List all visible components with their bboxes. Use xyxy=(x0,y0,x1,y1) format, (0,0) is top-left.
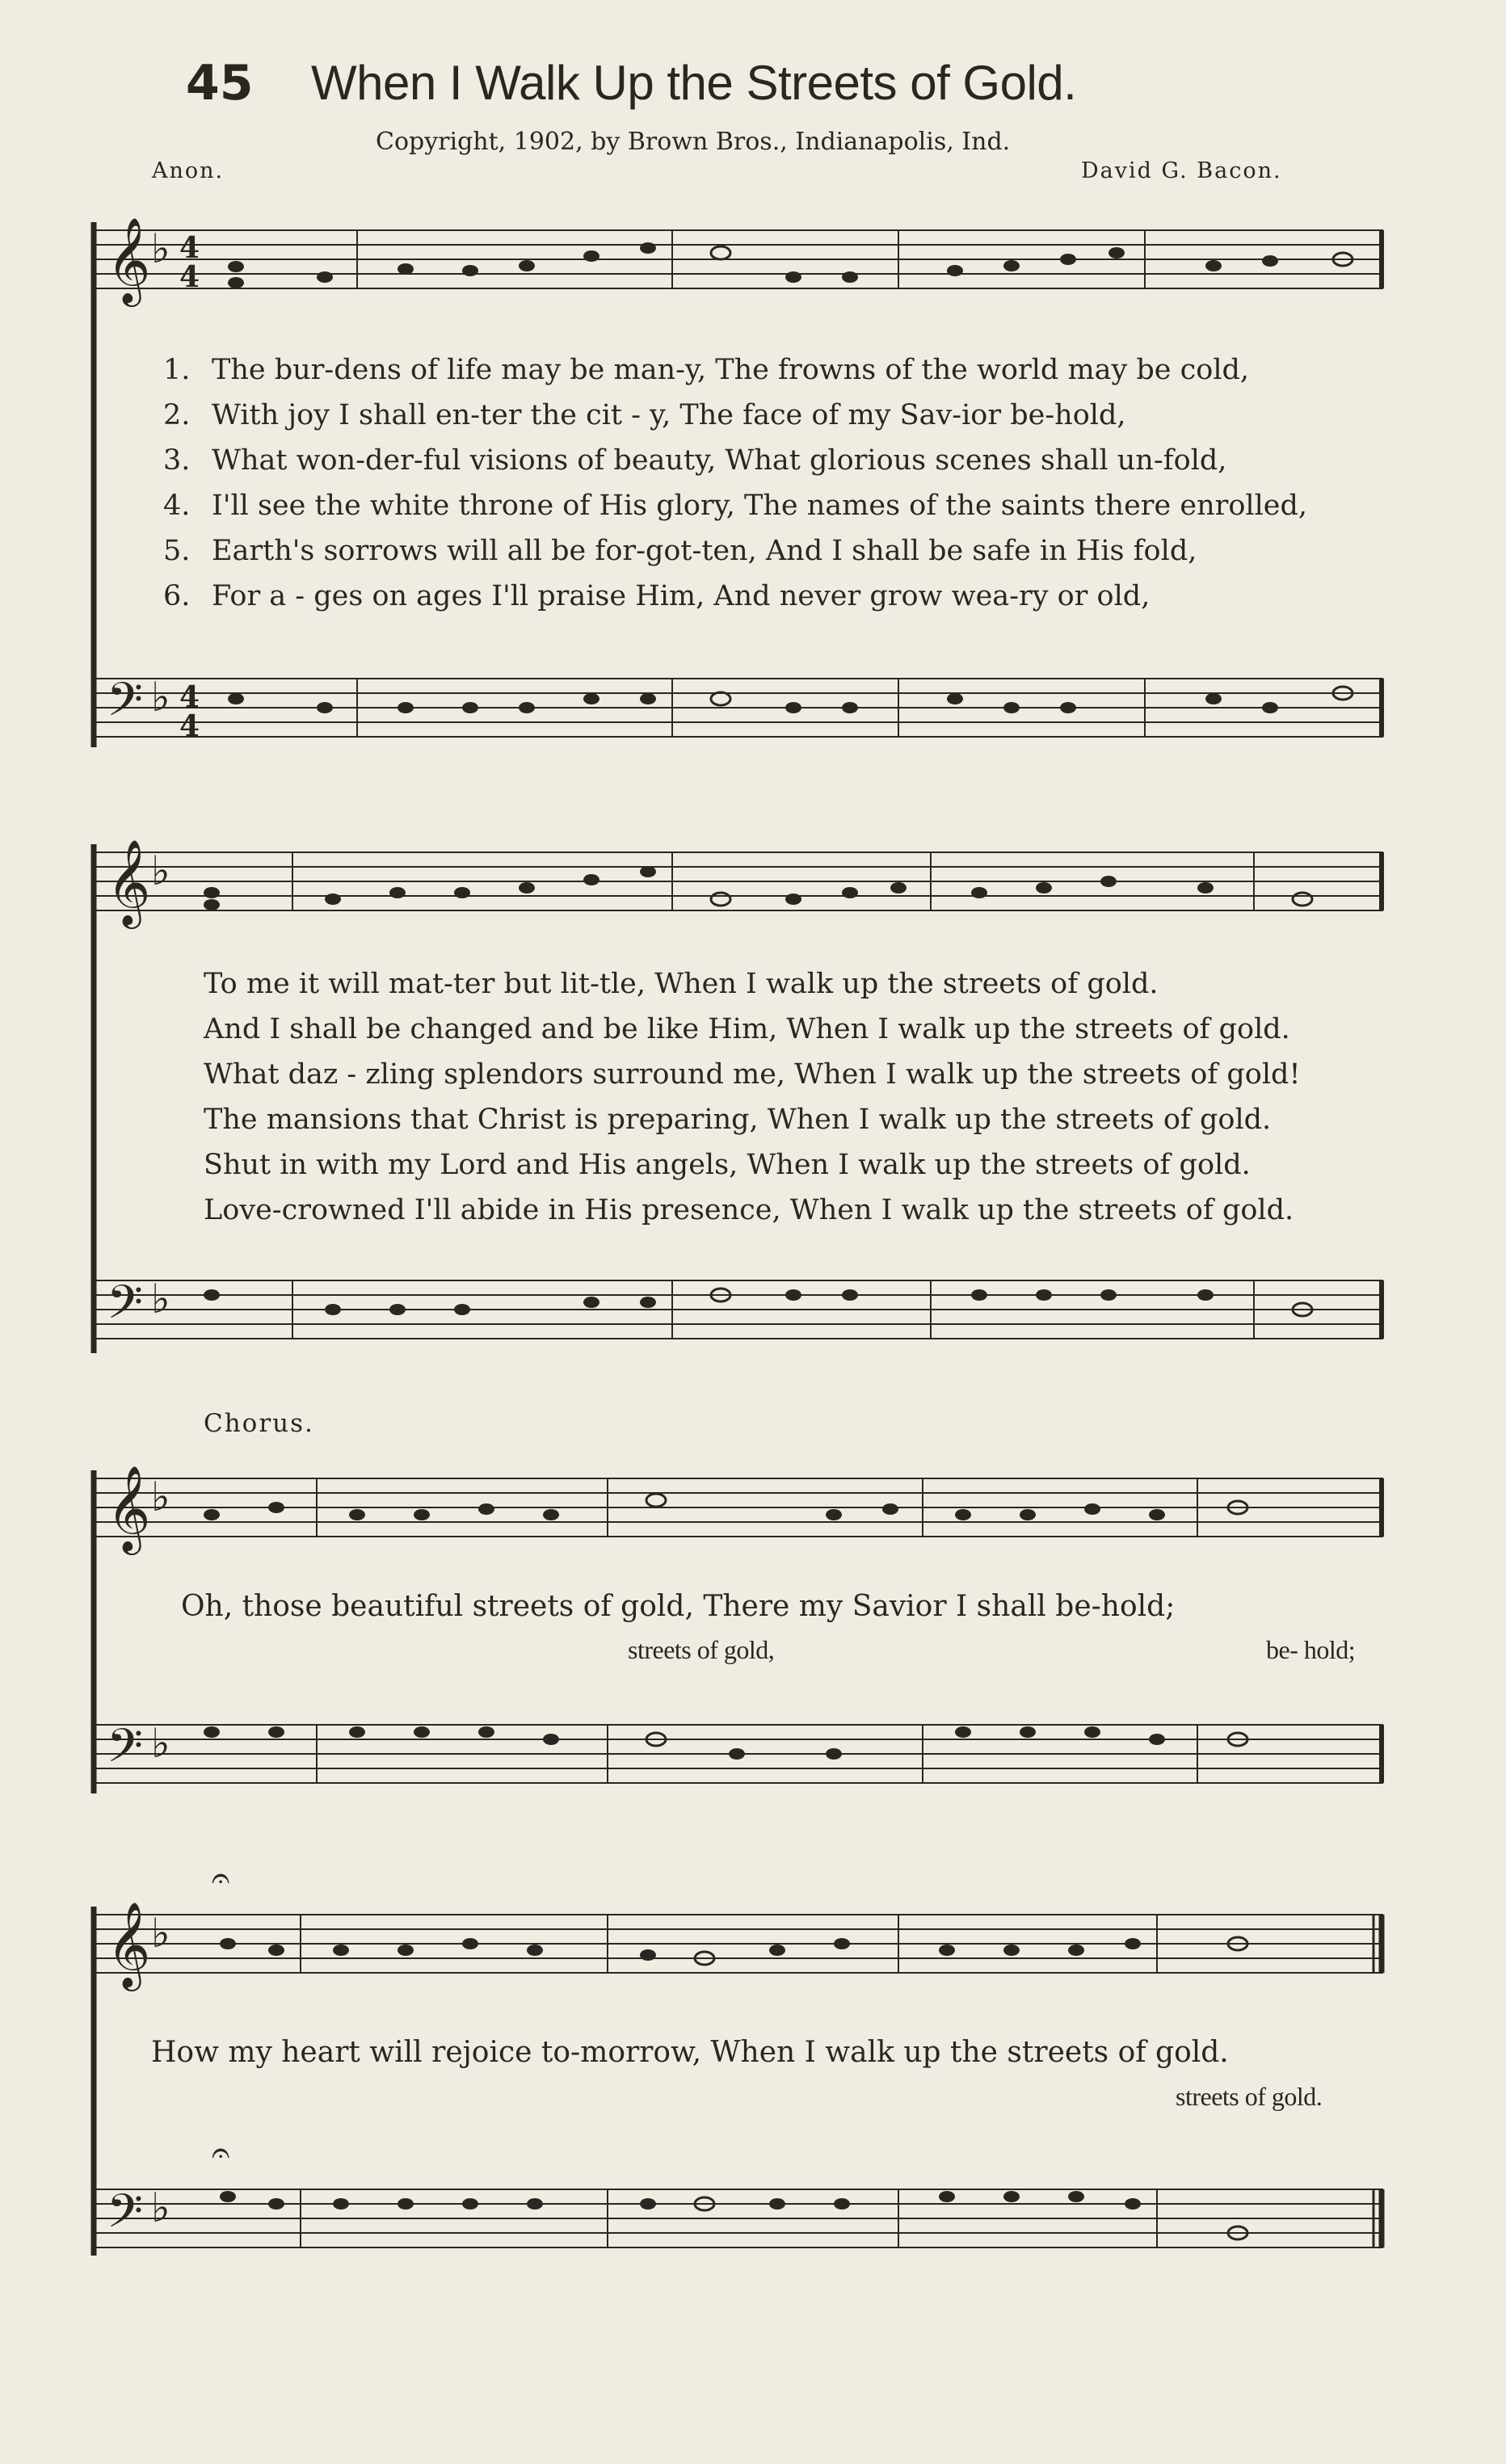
music-system-2 xyxy=(90,804,1399,1369)
treble-clef-1: 𝄞 xyxy=(107,217,151,303)
noteheads-4 xyxy=(220,1937,1247,2239)
verse-line: Shut in with my Lord and His angels, When I walk up the streets of gold. xyxy=(204,1149,1251,1181)
staff-system-3-graphic xyxy=(90,1438,1399,1826)
copyright-line: Copyright, 1902, by Brown Bros., Indianapolis, Ind. xyxy=(376,128,1011,156)
chorus-echo-1a: streets of gold, xyxy=(628,1635,775,1664)
bass-staff-4 xyxy=(95,2189,1383,2247)
music-system-1 xyxy=(90,182,1399,780)
verse-line: 2. With joy I shall en-ter the cit - y, The face of my Sav-ior be-hold, xyxy=(163,399,1126,431)
verse-line: 1. The bur-dens of life may be man-y, The frowns of the world may be cold, xyxy=(163,354,1250,386)
verse-block-part2 xyxy=(204,961,1301,1233)
key-flat-2: ♭ xyxy=(151,847,170,894)
noteheads-3 xyxy=(204,1494,1247,1760)
verse-line: 3. What won-der-ful visions of beauty, What glorious scenes shall un-fold, xyxy=(163,444,1227,477)
bass-clef-4: 𝄢 xyxy=(107,2184,144,2250)
verse-block-part1 xyxy=(163,347,1307,619)
fermata-icon: 𝄐 xyxy=(212,1866,230,1897)
chorus-lyric-line-1: Oh, those beautiful streets of gold, There my Savior I shall be-hold; xyxy=(181,1590,1176,1623)
verse-line: 5. Earth's sorrows will all be for-got-ten, And I shall be safe in His fold, xyxy=(163,535,1197,567)
key-flat-1: ♭ xyxy=(151,225,170,272)
time-signature-bottom: 4 xyxy=(179,260,200,294)
staff-system-4-graphic xyxy=(90,1866,1399,2286)
hymn-title: When I Walk Up the Streets of Gold. xyxy=(311,56,1077,110)
verse-line: 6. For a - ges on ages I'll praise Him, And never grow wea-ry or old, xyxy=(163,580,1151,612)
hymn-number: 45 xyxy=(186,55,254,111)
chorus-lyric-line-2: How my heart will rejoice to-morrow, When I walk up the streets of gold. xyxy=(151,2036,1229,2069)
treble-clef-4: 𝄞 xyxy=(107,1901,151,1987)
bass-key-flat-4: ♭ xyxy=(151,2184,170,2231)
verse-line: Love-crowned I'll abide in His presence, When I walk up the streets of gold. xyxy=(204,1194,1294,1226)
verse-line: To me it will mat-ter but lit-tle, When I walk up the streets of gold. xyxy=(204,968,1159,1000)
verse-line: What daz - zling splendors surround me, When I walk up the streets of gold! xyxy=(204,1058,1301,1091)
composer-credit: David G. Bacon. xyxy=(1081,158,1282,183)
treble-clef-3: 𝄞 xyxy=(107,1465,151,1551)
verse-line: 4. I'll see the white throne of His glory, The names of the saints there enrolled, xyxy=(163,490,1308,522)
bass-time-signature-bottom: 4 xyxy=(179,709,200,743)
key-flat-3: ♭ xyxy=(151,1474,170,1520)
bass-key-flat-3: ♭ xyxy=(151,1720,170,1767)
music-system-3 xyxy=(90,1438,1399,1826)
treble-staff-4 xyxy=(95,1915,1383,1973)
verse-line: The mansions that Christ is preparing, When I walk up the streets of gold. xyxy=(204,1104,1272,1136)
bass-time-signature-top: 4 xyxy=(179,680,200,714)
verse-line: And I shall be changed and be like Him, When I walk up the streets of gold. xyxy=(204,1013,1290,1045)
time-signature-top: 4 xyxy=(179,231,200,265)
bass-clef-3: 𝄢 xyxy=(107,1718,144,1785)
bass-staff-1 xyxy=(95,679,1383,737)
bass-key-flat-2: ♭ xyxy=(151,1276,170,1322)
treble-clef-2: 𝄞 xyxy=(107,839,151,925)
chorus-echo-2: streets of gold. xyxy=(1176,2082,1323,2111)
chorus-heading: Chorus. xyxy=(204,1409,314,1438)
bass-staff-2 xyxy=(95,1280,1383,1339)
treble-staff-1 xyxy=(95,230,1383,288)
chorus-echo-1b: be- hold; xyxy=(1266,1635,1356,1664)
treble-staff-3 xyxy=(95,1478,1383,1537)
bass-fermata-icon: 𝄐 xyxy=(212,2134,230,2172)
bass-clef-1: 𝄢 xyxy=(107,672,144,738)
title-row xyxy=(186,48,1317,121)
treble-staff-2 xyxy=(95,852,1383,910)
lyricist-credit: Anon. xyxy=(152,158,225,183)
key-flat-4: ♭ xyxy=(151,1910,170,1957)
bass-key-flat-1: ♭ xyxy=(151,674,170,721)
music-system-4 xyxy=(90,1866,1399,2286)
bass-clef-2: 𝄢 xyxy=(107,1275,144,1341)
